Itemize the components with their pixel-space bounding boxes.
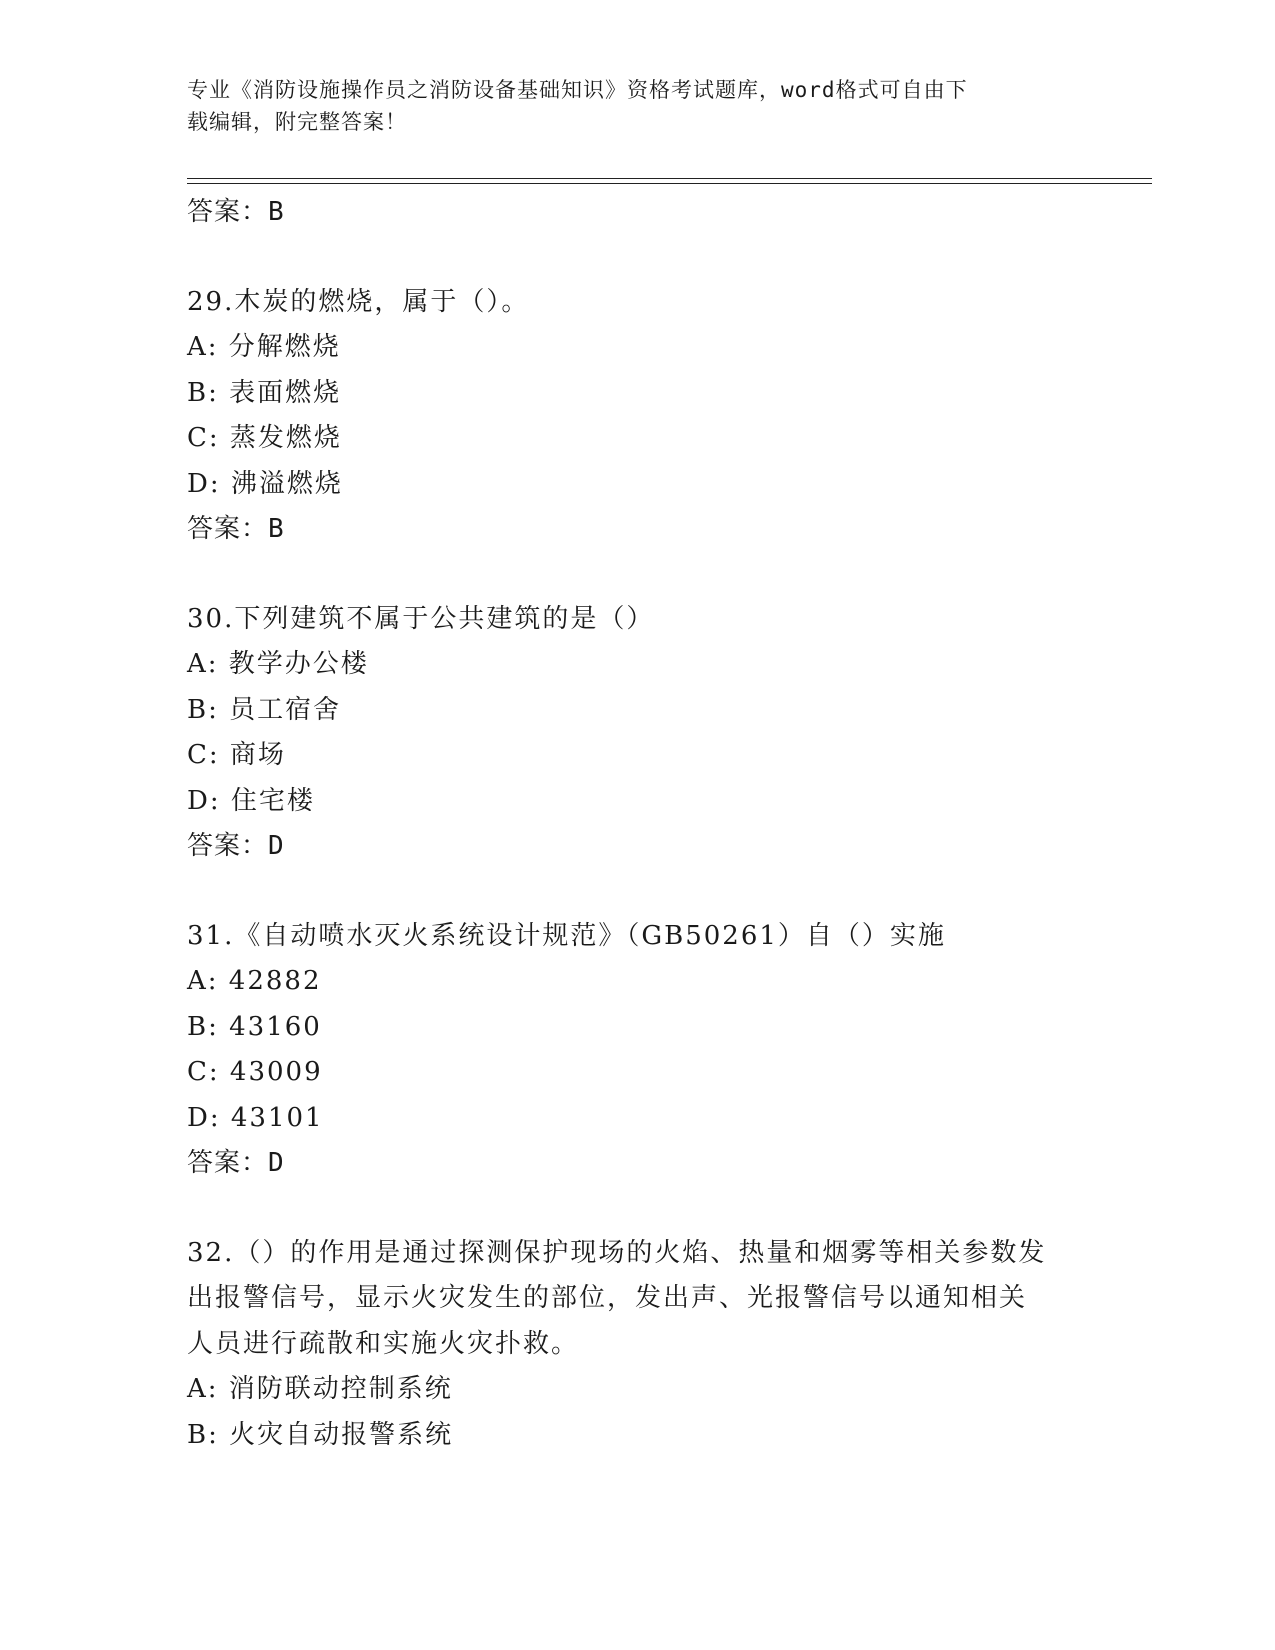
header-divider-bottom xyxy=(187,183,1152,184)
question-stem: 31.《自动喷水灭火系统设计规范》（GB50261）自（）实施 xyxy=(187,920,946,951)
spacer xyxy=(187,553,1087,597)
option-a: A: 消防联动控制系统 xyxy=(187,1374,453,1404)
question-stem-line-1: 32.（）的作用是通过探测保护现场的火焰、热量和烟雾等相关参数发 xyxy=(187,1237,1047,1268)
header-line-2: 载编辑，附完整答案！ xyxy=(187,110,407,134)
answer-line: 答案：B xyxy=(187,514,285,544)
option-a: A: 42882 xyxy=(187,966,322,996)
option-b: B: 表面燃烧 xyxy=(187,377,342,408)
question-block xyxy=(187,914,1087,1187)
option-c: C: 43009 xyxy=(187,1057,323,1087)
question-stem: 30.下列建筑不属于公共建筑的是（） xyxy=(187,603,655,634)
option-b: B: 员工宿舍 xyxy=(187,694,342,725)
question-block xyxy=(187,1231,1087,1459)
option-b: B: 43160 xyxy=(187,1011,322,1042)
question-stem: 29.木炭的燃烧，属于（）。 xyxy=(187,286,530,317)
answer-line: 答案：B xyxy=(187,197,285,227)
question-block xyxy=(187,597,1087,870)
option-c: C: 蒸发燃烧 xyxy=(187,423,342,453)
option-c: C: 商场 xyxy=(187,740,286,770)
spacer xyxy=(187,1187,1087,1231)
option-a: A: 教学办公楼 xyxy=(187,649,369,679)
answer-line: 答案：D xyxy=(187,831,285,861)
spacer xyxy=(187,870,1087,914)
header-divider-top xyxy=(187,178,1152,179)
option-d: D: 住宅楼 xyxy=(187,785,315,816)
question-stem-line-3: 人员进行疏散和实施火灾扑救。 xyxy=(187,1328,580,1359)
option-d: D: 43101 xyxy=(187,1102,324,1133)
answer-line: 答案：D xyxy=(187,1148,285,1178)
question-stem-line-2: 出报警信号，显示火灾发生的部位，发出声、光报警信号以通知相关 xyxy=(187,1283,1028,1313)
question-block xyxy=(187,280,1087,553)
spacer xyxy=(187,236,1087,280)
option-a: A: 分解燃烧 xyxy=(187,332,341,362)
option-b: B: 火灾自动报警系统 xyxy=(187,1419,454,1450)
document-header xyxy=(187,74,1067,138)
question-list xyxy=(187,190,1087,1458)
option-d: D: 沸溢燃烧 xyxy=(187,468,343,499)
header-line-1: 专业《消防设施操作员之消防设备基础知识》资格考试题库，word格式可自由下 xyxy=(187,78,968,102)
